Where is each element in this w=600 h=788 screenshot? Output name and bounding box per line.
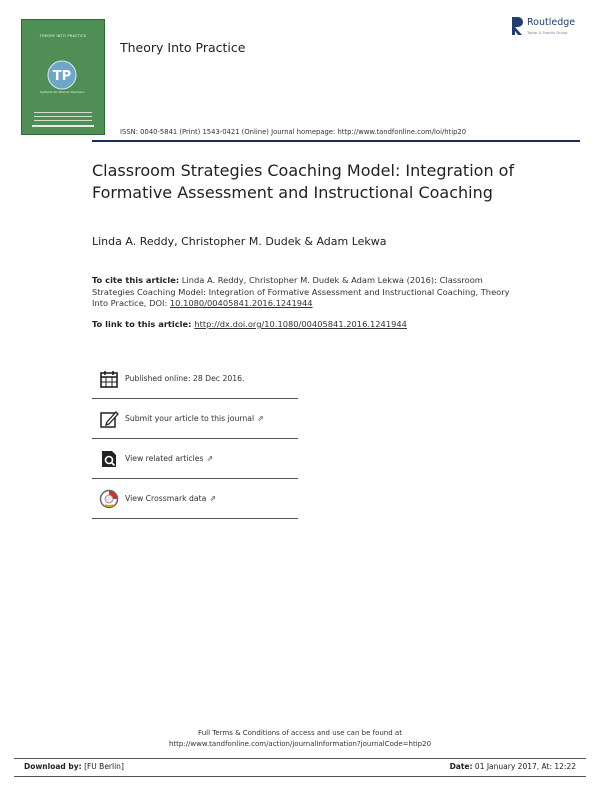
journal-emblem-icon (39, 60, 85, 94)
external-link-icon: ⇗ (209, 494, 217, 503)
downloaded-by: Download by: [FU Berlin] (24, 762, 124, 771)
download-date: Date: 01 January 2017, At: 12:22 (449, 762, 576, 771)
logo-tagline: Taylor & Francis Group (527, 31, 568, 35)
journal-homepage-link[interactable]: http://www.tandfonline.com/loi/htip20 (337, 128, 467, 136)
citation-text: Linda A. Reddy, Christopher M. Dudek & Adam Lekwa (2016): Classroom Strategies Coaching Model: Integration of Formative Assessment and Instructional Coaching, Theory Into Practice, DOI: (92, 275, 510, 308)
terms-notice (0, 728, 600, 749)
terms-line: Full Terms & Conditions of access and use can be found at (198, 729, 402, 737)
download-info-bar (14, 758, 586, 777)
logo-wordmark: Routledge (527, 17, 576, 28)
header-divider (92, 140, 580, 142)
cover-title: THEORY INTO PRACTICE (39, 34, 87, 38)
external-link-icon: ⇗ (257, 414, 264, 423)
calendar-icon (99, 369, 119, 389)
svg-text:TP: TP (52, 69, 72, 84)
cover-caption: Systems for Women Teachers (39, 90, 85, 94)
author-list: Linda A. Reddy, Christopher M. Dudek & Adam Lekwa (92, 235, 387, 248)
journal-name[interactable]: Theory Into Practice (120, 40, 246, 55)
article-title: Classroom Strategies Coaching Model: Integration of Formative Assessment and Instructional Coaching (92, 161, 515, 202)
crossmark-icon (99, 489, 119, 509)
issn-line (120, 128, 466, 136)
crossmark-link[interactable]: View Crossmark data ⇗ (125, 494, 217, 503)
cover-decoration (34, 112, 92, 124)
submit-article-row[interactable] (92, 404, 298, 439)
citation-block (92, 275, 512, 310)
published-date: Published online: 28 Dec 2016. (125, 374, 245, 383)
crossmark-row[interactable] (92, 484, 298, 519)
link-label: To link to this article: (92, 319, 195, 329)
terms-url-link[interactable]: http://www.tandfonline.com/action/journalInformation?journalCode=htip20 (168, 739, 432, 748)
citation-doi-link[interactable]: 10.1080/00405841.2016.1241944 (169, 298, 313, 308)
external-link-icon: ⇗ (206, 454, 214, 463)
related-articles-link[interactable]: View related articles ⇗ (125, 454, 214, 463)
cover-publisher-strip (32, 125, 94, 128)
related-articles-row[interactable] (92, 444, 298, 479)
article-link-block (92, 319, 407, 329)
document-search-icon (99, 449, 119, 469)
routledge-r-icon (510, 16, 524, 36)
journal-cover-image (21, 19, 105, 135)
submit-article-link[interactable]: Submit your article to this journal ⇗ (125, 414, 264, 423)
routledge-logo (510, 16, 590, 42)
edit-icon (99, 409, 119, 429)
published-row (92, 364, 298, 399)
citation-label: To cite this article: (92, 275, 180, 285)
issn-text: ISSN: 0040-5841 (Print) 1543-0421 (Online) Journal homepage: (120, 128, 338, 136)
article-doi-link[interactable]: http://dx.doi.org/10.1080/00405841.2016.1241944 (194, 319, 407, 329)
